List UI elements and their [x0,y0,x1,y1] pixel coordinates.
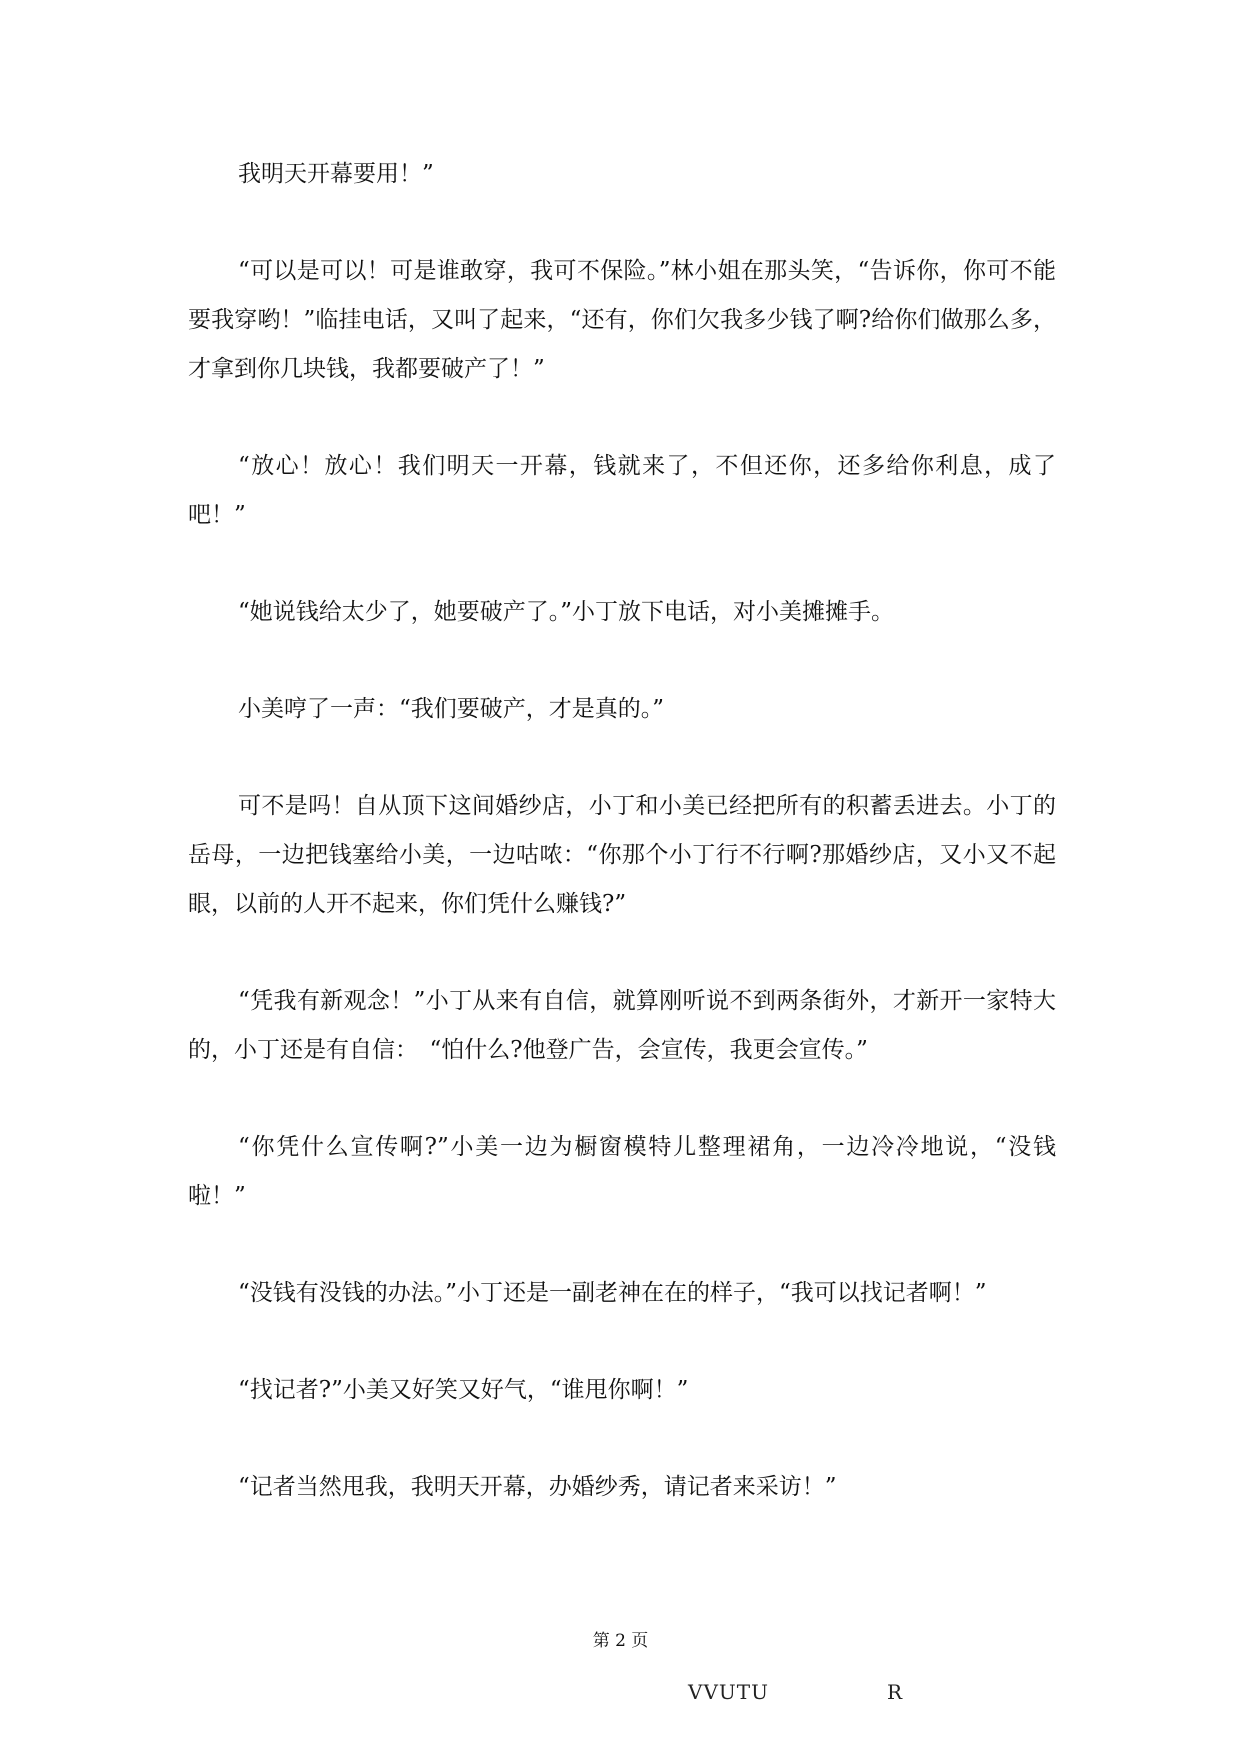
paragraph: “你凭什么宣传啊?”小美一边为橱窗模特儿整理裙角，一边冷冷地说，“没钱啦！” [188,1134,1056,1209]
watermark-text: VVUTU [688,1680,769,1704]
paragraph: “可以是可以！可是谁敢穿，我可不保险。”林小姐在那头笑，“告诉你，你可不能要我穿哟！”临挂电话，又叫了起来，“还有，你们欠我多少钱了啊?给你们做那么多，才拿到你几块钱，我都要破产了！” [188,258,1056,382]
paragraph: “找记者?”小美又好笑又好气，“谁甩你啊！” [238,1377,689,1403]
paragraph: “放心！放心！我们明天一开幕，钱就来了，不但还你，还多给你利息，成了吧！” [188,453,1056,528]
paragraph: “记者当然甩我，我明天开幕，办婚纱秀，请记者来采访！” [238,1474,837,1500]
paragraph: “凭我有新观念！”小丁从来有自信，就算刚听说不到两条街外，才新开一家特大的，小丁还是有自信： “怕什么?他登广告，会宣传，我更会宣传。” [188,988,1056,1063]
page-number: 第 2 页 [592,1631,649,1651]
paragraph: 我明天开幕要用！” [238,161,434,187]
paragraph: 可不是吗！自从顶下这间婚纱店，小丁和小美已经把所有的积蓄丢进去。小丁的岳母，一边把钱塞给小美，一边咕哝：“你那个小丁行不行啊?那婚纱店，又小又不起眼，以前的人开不起来，你们凭什么赚钱?” [188,793,1056,917]
story-body [188,150,1056,1512]
paragraph: 小美哼了一声：“我们要破产，才是真的。” [238,696,665,722]
watermark-suffix: R [887,1680,903,1704]
paragraph: “没钱有没钱的办法。”小丁还是一副老神在在的样子，“我可以找记者啊！” [238,1280,987,1306]
paragraph: “她说钱给太少了，她要破产了。”小丁放下电话，对小美摊摊手。 [238,599,895,625]
